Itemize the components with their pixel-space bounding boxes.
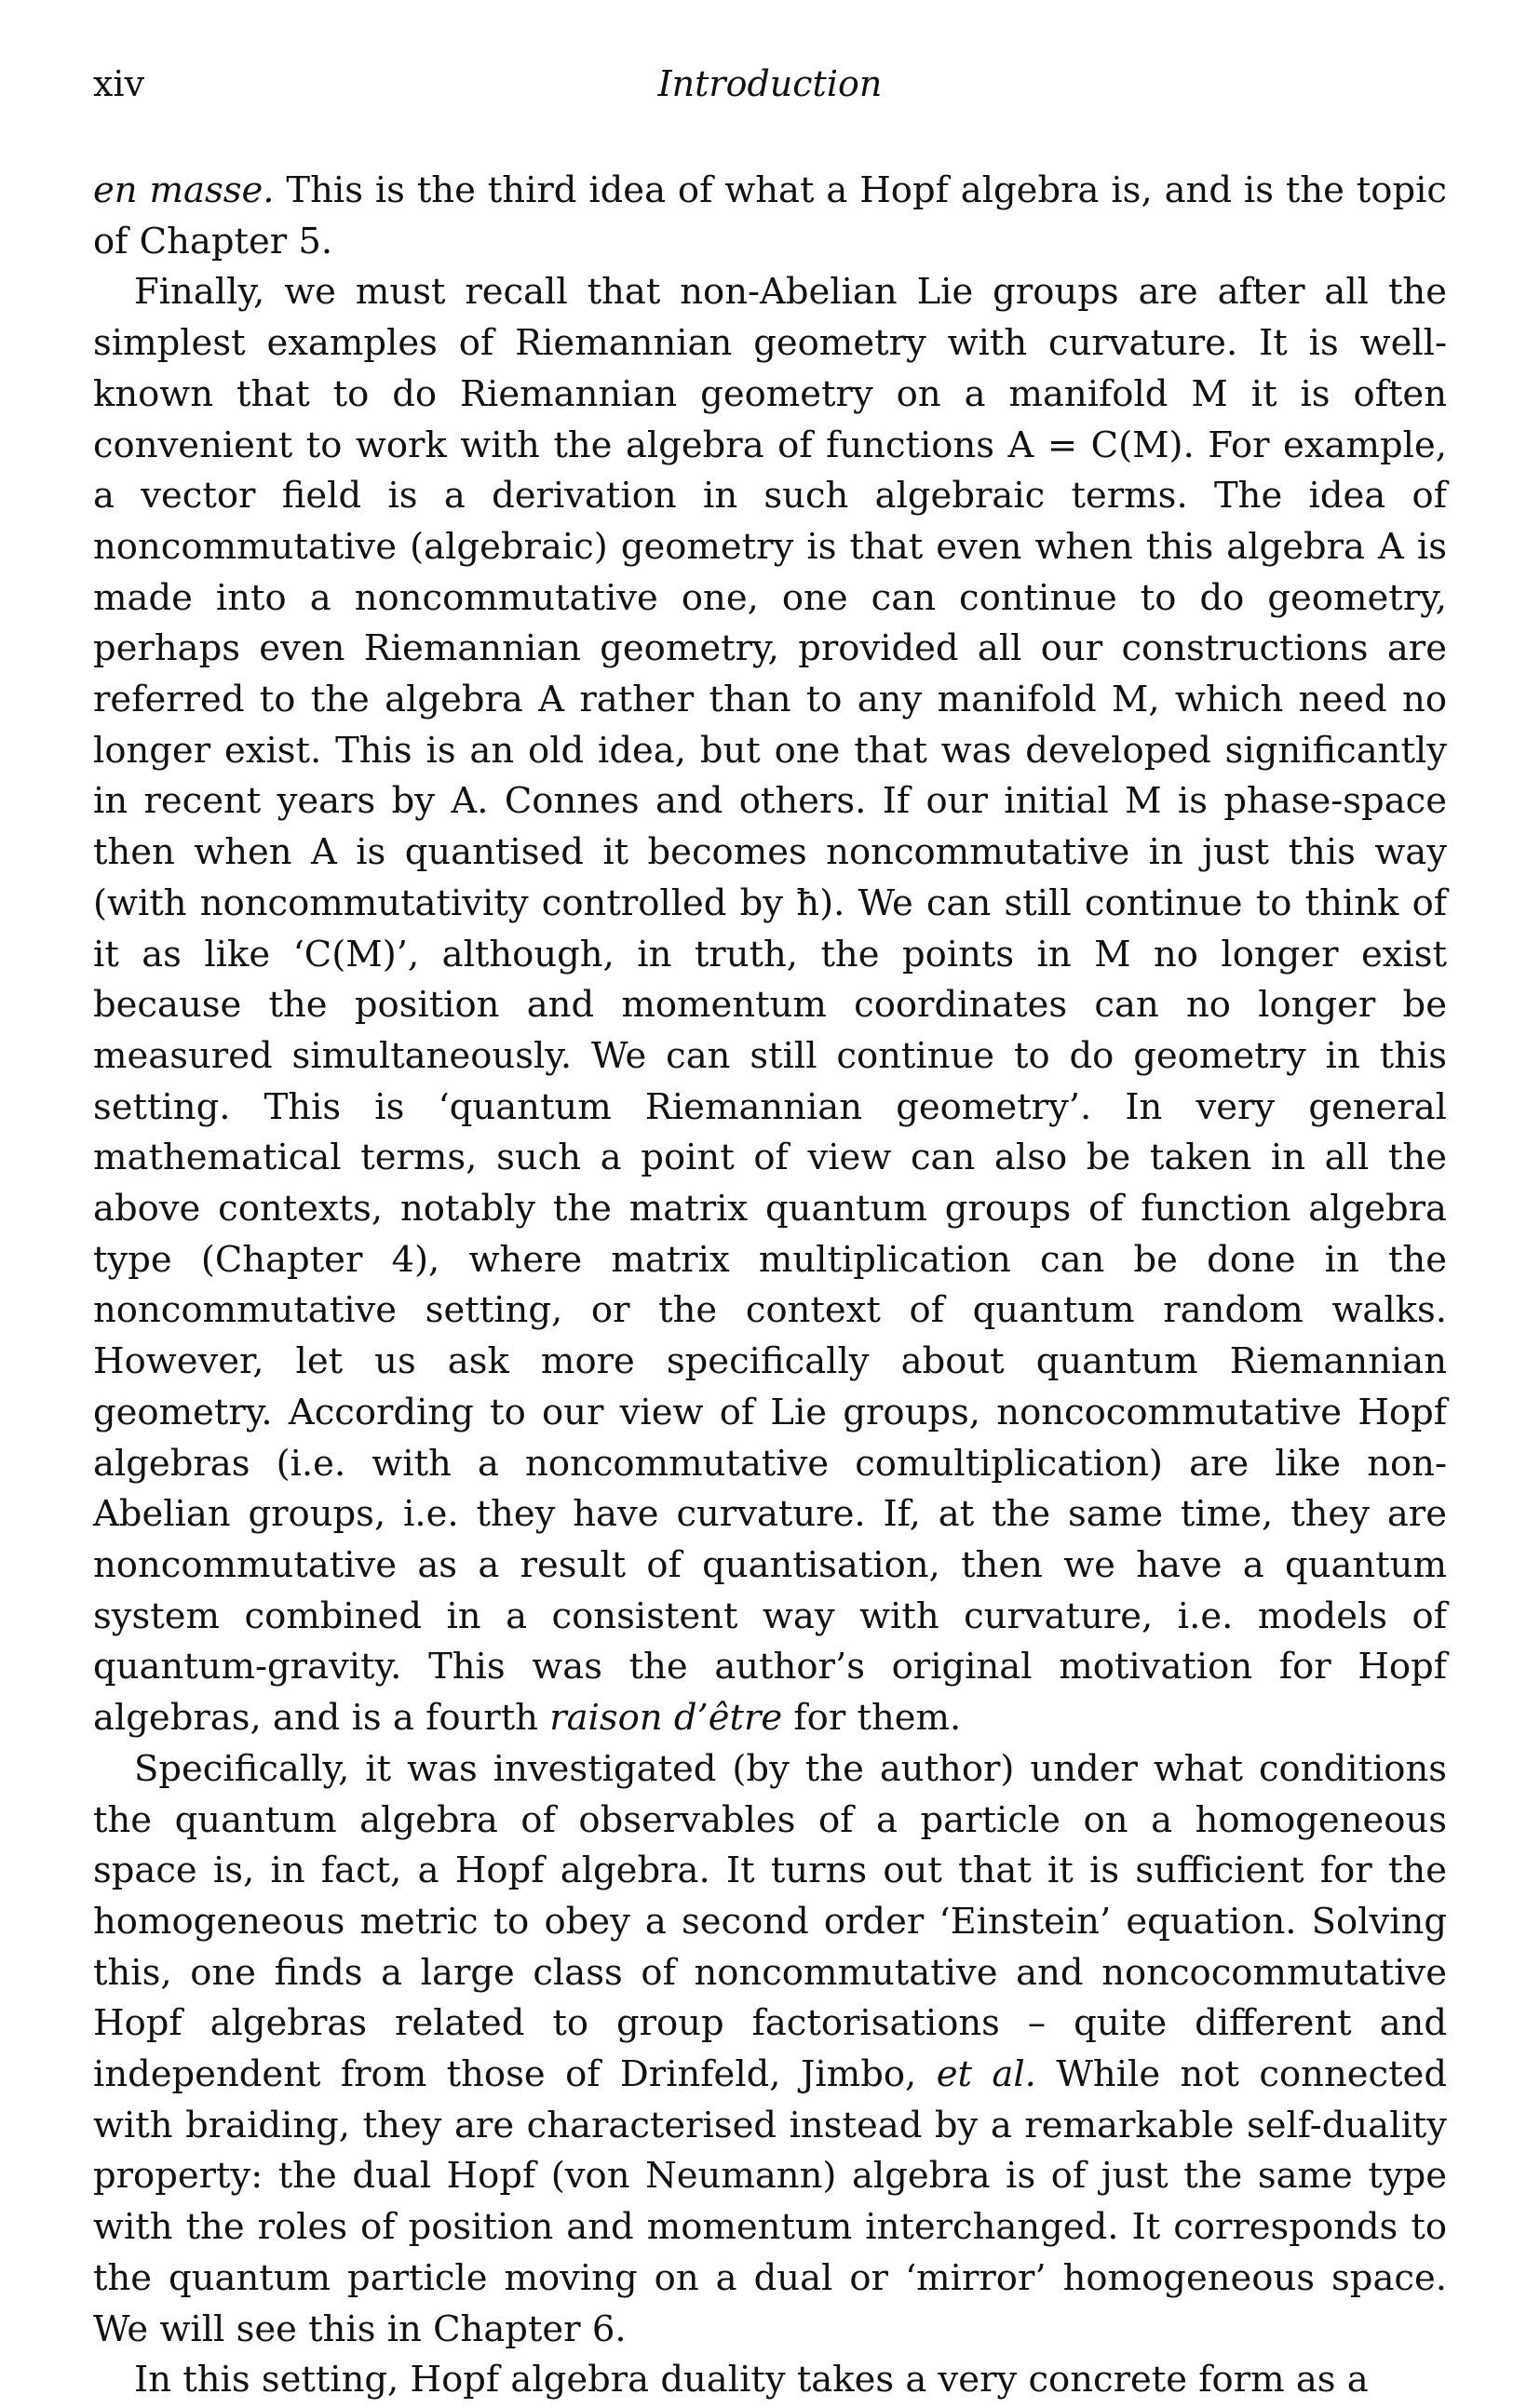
italic-phrase: en masse.: [93, 169, 275, 211]
running-header: [93, 63, 1447, 119]
paragraph-text: Specifically, it was investigated (by the author) under what conditions the quantum algebra of observables of a particle on a homogeneous space is, in fact, a Hopf algebra. It turns out that it is sufficient for the homogeneous metric to obey a second order ‘Einstein’ equation. Solving this, one finds a large class of noncommutative and noncocommutative Hopf algebras related to group factorisations – quite different and independent from those of Drinfeld, Jimbo,: [93, 1747, 1447, 2096]
italic-phrase: raison d’être: [549, 1697, 783, 1740]
paragraph-text: Finally, we must recall that non-Abelian Lie groups are after all the simplest examples of Riemannian geometry with curvature. It is well-known that to do Riemannian geometry on a manifold M it is often convenient to work with the algebra of functions A = C(M). For example, a vector field is a derivation in such algebraic terms. The idea of noncommutative (algebraic) geometry is that even when this algebra A is made into a noncommutative one, one can continue to do geometry, perhaps even Riemannian geometry, provided all our constructions are referred to the algebra A rather than to any manifold M, which need no longer exist. This is an old idea, but one that was developed significantly in recent years by A. Connes and others. If our initial M is phase-space then when A is quantised it becomes noncommutative in just this way (with noncommutativity controlled by ħ). We can still continue to think of it as like ‘C(M)’, although, in truth, the points in M no longer exist because the position and momentum coordinates can no longer be measured simultaneously. We can still continue to do geometry in this setting. This is ‘quantum Riemannian geometry’. In very general mathematical terms, such a point of view can also be taken in all the above contexts, notably the matrix quantum groups of function algebra type (Chapter 4), where matrix multiplication can be done in the noncommutative setting, or the context of quantum random walks. However, let us ask more specifically about quantum Riemannian geometry. According to our view of Lie groups, noncocommutative Hopf algebras (i.e. with a noncommutative comultiplication) are like non-Abelian groups, i.e. they have curvature. If, at the same time, they are noncommutative as a result of quantisation, then we have a quantum system combined in a consistent way with curvature, i.e. models of quantum-gravity. This was the author’s original motivation for Hopf algebras, and is a fourth: [93, 271, 1447, 1740]
italic-phrase: et al.: [936, 2053, 1036, 2096]
paragraph-text: This is the third idea of what a Hopf algebra is, and is the topic of Chapter 5.: [93, 169, 1447, 262]
paragraph-4: [93, 2355, 1447, 2406]
paragraph-text-tail: While not connected with braiding, they are characterised instead by a remarkable self-duality property: the dual Hopf (von Neumann) algebra is of just the same type with the roles of position and momentum interchanged. It corresponds to the quantum particle moving on a dual or ‘mirror’ homogeneous space. We will see this in Chapter 6.: [93, 2053, 1447, 2350]
paragraph-text: In this setting, Hopf algebra duality takes a very concrete form as a: [134, 2359, 1369, 2401]
paragraph-3: [93, 1744, 1447, 2355]
paragraph-text-tail: for them.: [782, 1697, 962, 1740]
running-title: Introduction: [657, 63, 883, 104]
paragraph-2: [93, 267, 1447, 1743]
page-body: [93, 166, 1447, 2406]
page-number: xiv: [93, 63, 145, 104]
paragraph-1: [93, 166, 1447, 267]
